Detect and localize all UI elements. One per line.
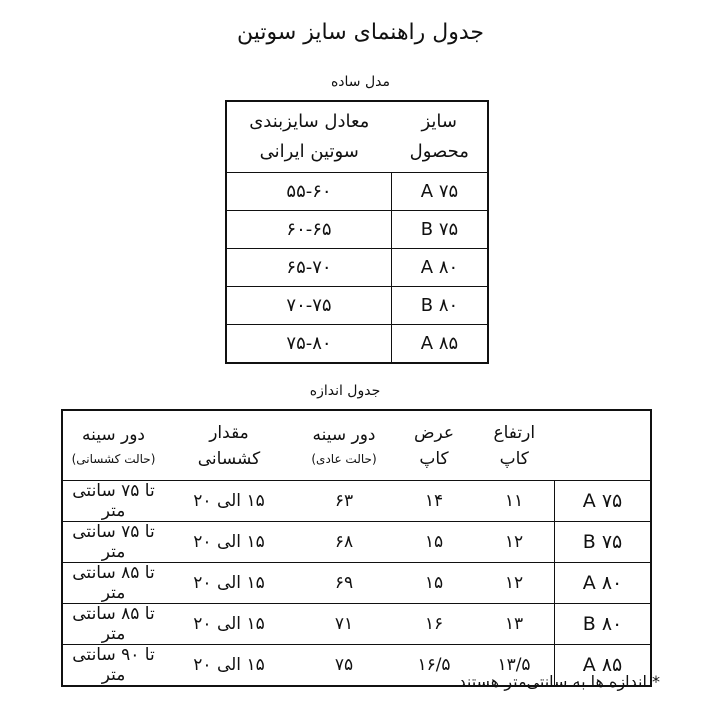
simple-table-caption: مدل ساده	[330, 74, 391, 90]
cup-height-cell: ۱۲	[474, 522, 555, 563]
bust-normal-cell: ۷۵	[294, 645, 394, 687]
cup-height-cell: ۱۲	[474, 563, 555, 604]
equiv-cell: ۷۰-۷۵	[226, 287, 392, 325]
table-row	[62, 481, 651, 522]
table-row	[226, 173, 488, 211]
table-row	[226, 325, 488, 364]
size-cell: ۸۰ A	[555, 563, 652, 604]
bust-stretched-cell: تا ۸۵ سانتی متر	[62, 604, 164, 645]
table-header-row	[226, 101, 488, 173]
cup-height-cell: ۱۳	[474, 604, 555, 645]
header-cup-width: عرض کاپ	[394, 410, 474, 481]
bust-normal-cell: ۶۹	[294, 563, 394, 604]
cup-height-cell: ۱۳/۵	[474, 645, 555, 687]
table-row	[62, 563, 651, 604]
size-table-caption: جدول اندازه	[309, 383, 381, 399]
bust-stretched-cell: تا ۸۵ سانتی متر	[62, 563, 164, 604]
header-size-empty	[555, 410, 652, 481]
bust-normal-cell: ۶۳	[294, 481, 394, 522]
equiv-cell: ۶۰-۶۵	[226, 211, 392, 249]
bust-stretched-cell: تا ۷۵ سانتی متر	[62, 522, 164, 563]
header-stretch: مقدار کشسانی	[164, 410, 294, 481]
bust-stretched-cell: تا ۹۰ سانتی متر	[62, 645, 164, 687]
equiv-cell: ۷۵-۸۰	[226, 325, 392, 364]
cup-width-cell: ۱۵	[394, 563, 474, 604]
header-product-size: سایز محصول	[392, 101, 489, 173]
table-row	[226, 249, 488, 287]
cup-width-cell: ۱۶/۵	[394, 645, 474, 687]
size-cell: ۷۵ A	[392, 173, 489, 211]
footnote: * اندازه ها به سانتی‌متر هستند.	[453, 672, 660, 691]
equiv-cell: ۵۵-۶۰	[226, 173, 392, 211]
cup-height-cell: ۱۱	[474, 481, 555, 522]
page-title: جدول راهنمای سایز سوتین	[236, 20, 485, 45]
header-cup-height: ارتفاع کاپ	[474, 410, 555, 481]
bust-stretched-cell: تا ۷۵ سانتی متر	[62, 481, 164, 522]
header-bust-stretched: دور سینه (حالت کشسانی)	[62, 410, 164, 481]
size-cell: ۸۵ A	[392, 325, 489, 364]
cup-width-cell: ۱۴	[394, 481, 474, 522]
header-iranian-equivalent: معادل سایزبندی سوتین ایرانی	[226, 101, 392, 173]
table-row	[62, 522, 651, 563]
size-cell: ۸۵ A	[555, 645, 652, 687]
stretch-cell: ۱۵ الی ۲۰	[164, 604, 294, 645]
table-row	[62, 604, 651, 645]
size-cell: ۸۰ A	[392, 249, 489, 287]
cup-width-cell: ۱۶	[394, 604, 474, 645]
stretch-cell: ۱۵ الی ۲۰	[164, 481, 294, 522]
table-row	[226, 287, 488, 325]
cup-width-cell: ۱۵	[394, 522, 474, 563]
measurement-table	[61, 409, 652, 687]
table-header-row	[62, 410, 651, 481]
bust-normal-cell: ۷۱	[294, 604, 394, 645]
stretch-cell: ۱۵ الی ۲۰	[164, 563, 294, 604]
header-bust-normal: دور سینه (حالت عادی)	[294, 410, 394, 481]
bust-normal-cell: ۶۸	[294, 522, 394, 563]
equiv-cell: ۶۵-۷۰	[226, 249, 392, 287]
size-cell: ۸۰ B	[392, 287, 489, 325]
size-cell: ۸۰ B	[555, 604, 652, 645]
size-cell: ۷۵ A	[555, 481, 652, 522]
size-cell: ۷۵ B	[555, 522, 652, 563]
table-row	[226, 211, 488, 249]
simple-size-table	[225, 100, 489, 364]
stretch-cell: ۱۵ الی ۲۰	[164, 645, 294, 687]
size-cell: ۷۵ B	[392, 211, 489, 249]
stretch-cell: ۱۵ الی ۲۰	[164, 522, 294, 563]
